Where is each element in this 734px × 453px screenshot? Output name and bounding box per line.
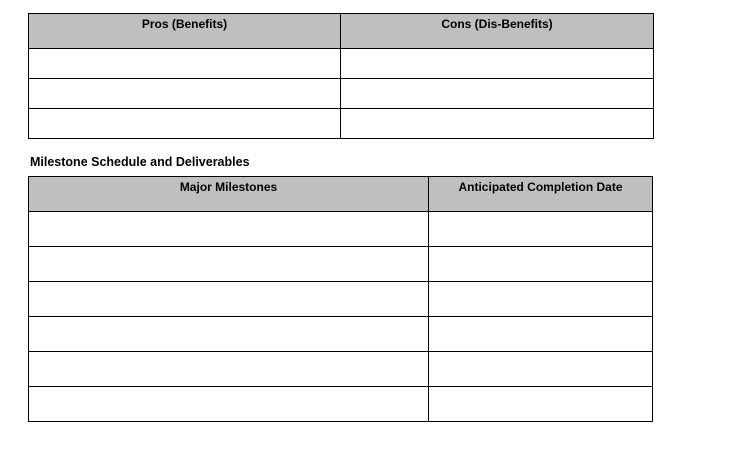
milestone-cell[interactable]: [29, 387, 429, 422]
table-row: [29, 79, 654, 109]
cons-cell[interactable]: [341, 79, 654, 109]
milestone-table: [28, 176, 653, 422]
pros-cell[interactable]: [29, 79, 341, 109]
completion-date-cell[interactable]: [429, 212, 653, 247]
pros-cell[interactable]: [29, 49, 341, 79]
pros-header: Pros (Benefits): [29, 14, 341, 49]
table-row: [29, 49, 654, 79]
completion-date-header: Anticipated Completion Date: [429, 177, 653, 212]
completion-date-cell[interactable]: [429, 317, 653, 352]
table-row: [29, 282, 653, 317]
table-row: [29, 387, 653, 422]
section-title: Milestone Schedule and Deliverables: [30, 155, 250, 169]
table-header-row: [29, 14, 654, 49]
milestone-cell[interactable]: [29, 352, 429, 387]
cons-header: Cons (Dis-Benefits): [341, 14, 654, 49]
pros-cell[interactable]: [29, 109, 341, 139]
major-milestones-header: Major Milestones: [29, 177, 429, 212]
completion-date-cell[interactable]: [429, 387, 653, 422]
completion-date-cell[interactable]: [429, 282, 653, 317]
milestone-cell[interactable]: [29, 317, 429, 352]
table-row: [29, 109, 654, 139]
table-row: [29, 247, 653, 282]
table-row: [29, 317, 653, 352]
table-header-row: [29, 177, 653, 212]
pros-cons-table: [28, 13, 654, 139]
table-row: [29, 352, 653, 387]
cons-cell[interactable]: [341, 109, 654, 139]
completion-date-cell[interactable]: [429, 247, 653, 282]
milestone-cell[interactable]: [29, 282, 429, 317]
table-row: [29, 212, 653, 247]
completion-date-cell[interactable]: [429, 352, 653, 387]
milestone-cell[interactable]: [29, 247, 429, 282]
cons-cell[interactable]: [341, 49, 654, 79]
milestone-cell[interactable]: [29, 212, 429, 247]
